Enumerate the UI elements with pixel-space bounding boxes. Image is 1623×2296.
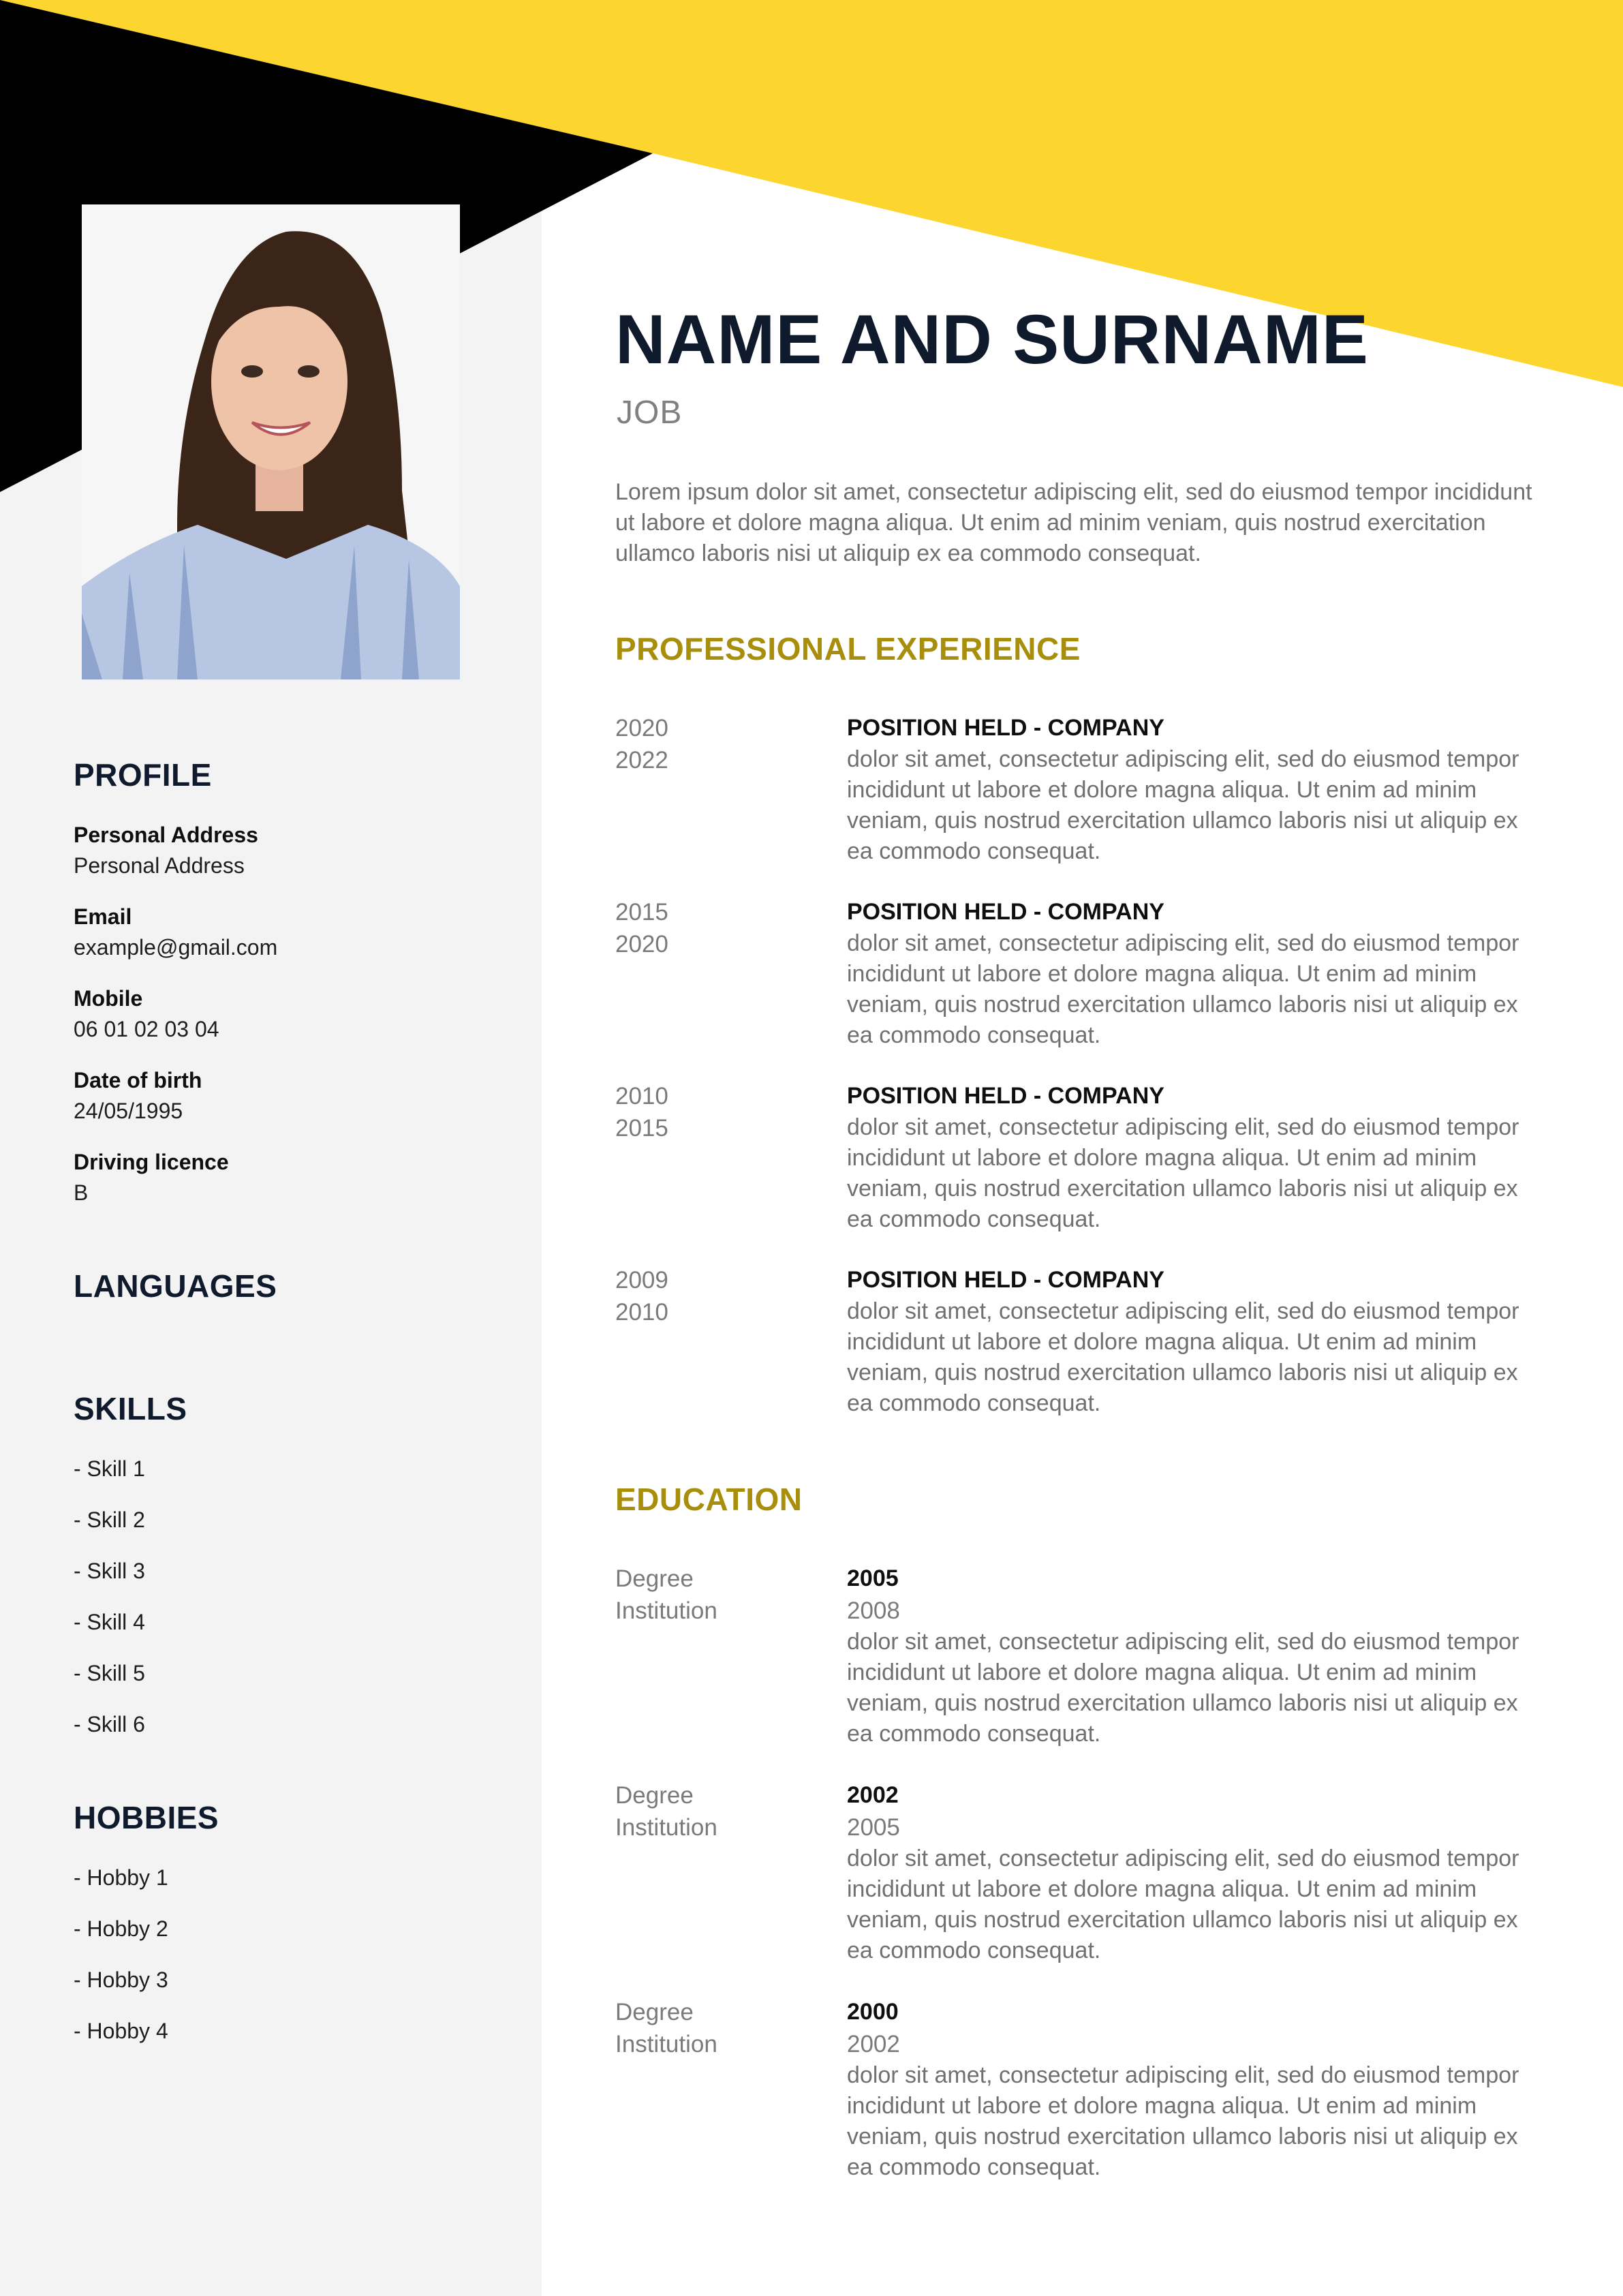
languages-heading: LANGUAGES <box>74 1268 277 1304</box>
intro-paragraph: Lorem ipsum dolor sit amet, consectetur adipiscing elit, sed do eiusmod tempor incididunt ut labore et dolore magna aliqua. Ut enim ad minim veniam, quis nostrud exercitation ullamco laboris nisi ut aliquip ex ea commodo consequat. <box>615 479 1532 566</box>
education-description: dolor sit amet, consectetur adipiscing elit, sed do eiusmod tempor incididunt ut labore et dolore magna aliqua. Ut enim ad minim veniam, quis nostrud exercitation ullamco laboris nisi ut aliquip ex ea commodo consequat. <box>847 2062 1519 2180</box>
position-description: dolor sit amet, consectetur adipiscing elit, sed do eiusmod tempor incididunt ut labore et dolore magna aliqua. Ut enim ad minim veniam, quis nostrud exercitation ullamco laboris nisi ut aliquip ex ea commodo consequat. <box>847 746 1519 864</box>
experience-dates <box>615 1264 833 1328</box>
field-label: Driving licence <box>74 1150 229 1174</box>
start-year: 2000 <box>847 1999 899 2025</box>
education-body <box>847 1779 1542 1966</box>
position-title: POSITION HELD - COMPANY <box>847 1267 1164 1293</box>
hobbies-heading: HOBBIES <box>74 1800 219 1835</box>
field-label: Email <box>74 904 132 929</box>
experience-body <box>847 1080 1542 1235</box>
degree: Degree <box>615 1565 694 1592</box>
skills-heading: SKILLS <box>74 1391 187 1426</box>
start-year: 2020 <box>615 715 668 741</box>
hobby-item: - Hobby 1 <box>74 1865 168 1890</box>
education-degree <box>615 1779 833 1843</box>
field-value: Personal Address <box>74 853 245 878</box>
profile-heading: PROFILE <box>74 757 212 793</box>
degree: Degree <box>615 1782 694 1809</box>
skill-item: - Skill 3 <box>74 1559 145 1583</box>
skill-item: - Skill 1 <box>74 1456 145 1481</box>
start-year: 2010 <box>615 1083 668 1109</box>
position-title: POSITION HELD - COMPANY <box>847 899 1164 925</box>
position-title: POSITION HELD - COMPANY <box>847 1083 1164 1109</box>
end-year: 2022 <box>615 747 668 774</box>
field-label: Date of birth <box>74 1068 202 1092</box>
start-year: 2002 <box>847 1782 899 1808</box>
skill-item: - Skill 5 <box>74 1661 145 1685</box>
experience-dates <box>615 712 833 776</box>
education-description: dolor sit amet, consectetur adipiscing elit, sed do eiusmod tempor incididunt ut labore et dolore magna aliqua. Ut enim ad minim veniam, quis nostrud exercitation ullamco laboris nisi ut aliquip ex ea commodo consequat. <box>847 1629 1519 1747</box>
field-label: Personal Address <box>74 823 258 847</box>
end-year: 2002 <box>847 2031 900 2057</box>
start-year: 2009 <box>615 1267 668 1294</box>
profile-photo <box>82 204 460 679</box>
skill-item: - Skill 2 <box>74 1507 145 1532</box>
education-body <box>847 1996 1542 2183</box>
profile-field-licence <box>74 1147 229 1208</box>
field-value: 24/05/1995 <box>74 1099 183 1123</box>
hobby-item: - Hobby 2 <box>74 1916 168 1941</box>
end-year: 2015 <box>615 1115 668 1142</box>
skill-item: - Skill 6 <box>74 1712 145 1736</box>
degree: Degree <box>615 1999 694 2025</box>
institution: Institution <box>615 2031 717 2057</box>
education-degree <box>615 1563 833 1627</box>
skill-item: - Skill 4 <box>74 1610 145 1634</box>
job-title: JOB <box>617 395 683 431</box>
experience-heading: PROFESSIONAL EXPERIENCE <box>615 631 1081 667</box>
start-year: 2005 <box>847 1565 899 1591</box>
field-value: B <box>74 1180 89 1205</box>
institution: Institution <box>615 1814 717 1841</box>
field-value: 06 01 02 03 04 <box>74 1017 219 1041</box>
end-year: 2020 <box>615 931 668 958</box>
position-description: dolor sit amet, consectetur adipiscing elit, sed do eiusmod tempor incididunt ut labore et dolore magna aliqua. Ut enim ad minim veniam, quis nostrud exercitation ullamco laboris nisi ut aliquip ex ea commodo consequat. <box>847 1298 1519 1416</box>
end-year: 2008 <box>847 1597 900 1624</box>
full-name: NAME AND SURNAME <box>615 301 1369 378</box>
experience-body <box>847 1264 1542 1419</box>
education-heading: EDUCATION <box>615 1482 803 1517</box>
end-year: 2005 <box>847 1814 900 1841</box>
profile-field-email <box>74 902 277 963</box>
profile-field-dob <box>74 1065 202 1127</box>
start-year: 2015 <box>615 899 668 925</box>
institution: Institution <box>615 1597 717 1624</box>
profile-field-address <box>74 820 258 881</box>
experience-body <box>847 896 1542 1051</box>
field-label: Mobile <box>74 986 143 1011</box>
education-body <box>847 1563 1542 1749</box>
education-degree <box>615 1996 833 2060</box>
position-title: POSITION HELD - COMPANY <box>847 715 1164 741</box>
profile-field-mobile <box>74 983 219 1045</box>
experience-dates <box>615 896 833 960</box>
end-year: 2010 <box>615 1299 668 1326</box>
education-description: dolor sit amet, consectetur adipiscing elit, sed do eiusmod tempor incididunt ut labore et dolore magna aliqua. Ut enim ad minim veniam, quis nostrud exercitation ullamco laboris nisi ut aliquip ex ea commodo consequat. <box>847 1846 1519 1963</box>
hobby-item: - Hobby 3 <box>74 1968 168 1992</box>
portrait-photo <box>82 204 460 679</box>
position-description: dolor sit amet, consectetur adipiscing elit, sed do eiusmod tempor incididunt ut labore et dolore magna aliqua. Ut enim ad minim veniam, quis nostrud exercitation ullamco laboris nisi ut aliquip ex ea commodo consequat. <box>847 1114 1519 1232</box>
experience-dates <box>615 1080 833 1144</box>
hobby-item: - Hobby 4 <box>74 2019 168 2043</box>
position-description: dolor sit amet, consectetur adipiscing elit, sed do eiusmod tempor incididunt ut labore et dolore magna aliqua. Ut enim ad minim veniam, quis nostrud exercitation ullamco laboris nisi ut aliquip ex ea commodo consequat. <box>847 930 1519 1048</box>
field-value: example@gmail.com <box>74 935 278 960</box>
experience-body <box>847 712 1542 867</box>
